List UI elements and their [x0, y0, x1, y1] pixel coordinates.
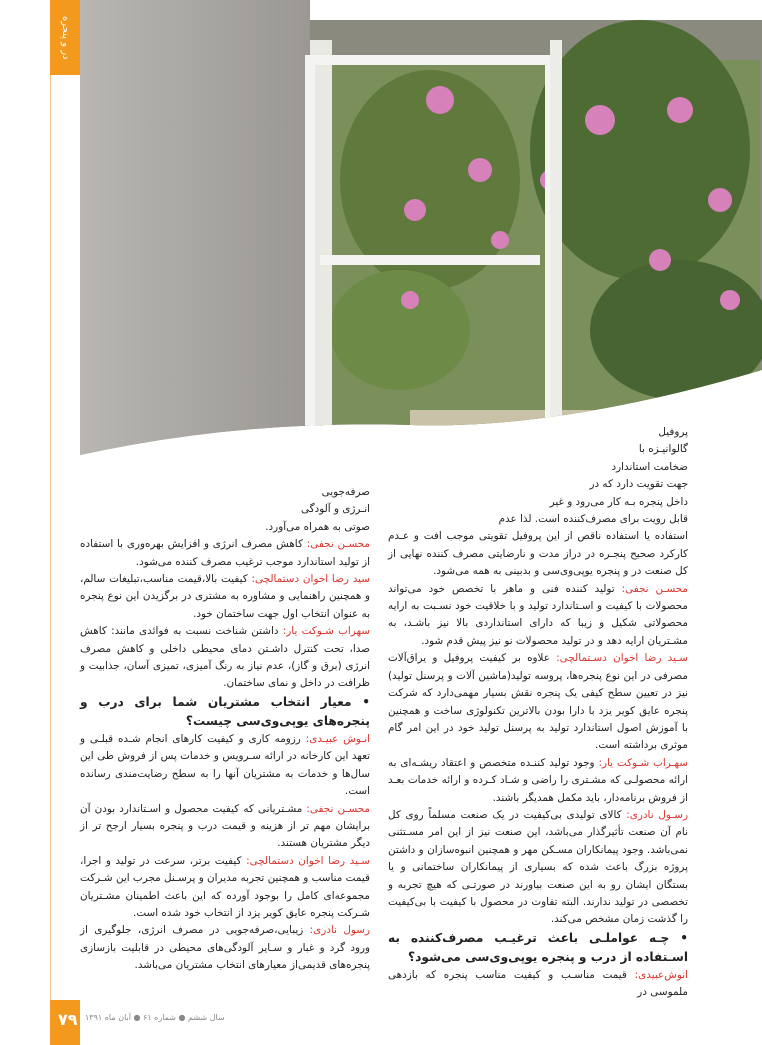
speaker-name: انوش‌عبیدی: — [634, 968, 688, 981]
speaker-name: انـوش عبیـدی: — [305, 732, 371, 745]
paragraph-text: کیفیت بالا،قیمت مناسب،تبلیغات سالم، و همچنین راهنمایی و مشاوره به مشتری در برگزیدن این نوع پنجره به عنوان انتخاب اول جهت ساختمان خود. — [80, 573, 370, 620]
paragraph-text: رزومه کاری و کیفیت کارهای انجام شـده قبلـی و تعهد این کارخانه در ارائه سـرویس و خدمات پس از فروش طی این سال‌ها و خدمات به مشتریان آنها را به سطح رضایت‌مندی رسانده است. — [80, 732, 370, 798]
intro-line: گالوانیـزه با — [638, 443, 688, 456]
speaker-name: سهراب شـوکت یار: — [282, 625, 370, 638]
intro-line: قابل رویت برای مصرف‌کننده است. لذا عدم — [498, 513, 688, 526]
column-left — [80, 484, 370, 975]
intro-line: صرفه‌جویی — [321, 486, 370, 498]
speaker-name: محسـن نجفی: — [306, 538, 370, 551]
speaker-name: رسـول نادری: — [626, 808, 689, 821]
paragraph — [80, 801, 370, 853]
paragraph — [388, 581, 688, 651]
paragraph-text: کالای تولیدی بی‌کیفیت در یک صنعت مسلماً روی کل نام آن صنعت تأثیرگذار می‌باشد، این صنعت نیز از این امر مسـتثنی نمی‌باشد. وجود پیمانکاران مسـکن مهر و همچنین انبوه‌سازان و داشتن پروژه بزرگ باعث شده که بسیاری از پیمانکاران ساختمانی و یا بستگان ایشان رو به این صنعت بیاورند در صورتـی که هیچ تجربه و تخصصی در تولید ندارند. البته تفاوت در محصول با کیفیت با بی‌کیفیت را گذشت زمان مشخص می‌کند. — [388, 808, 688, 926]
paragraph: استفاده یا استفاده ناقص از این پروفیل تقویتی موجب افت و عـدم کارکرد صحیح پنجـره در دراز مدت و نارضایتی مصرف کننده نهایی از کل صنعت در و پنجره یوپی‌وی‌سی و بدبینی به همه می‌شود. — [388, 530, 688, 578]
paragraph — [80, 922, 370, 974]
paragraph — [80, 853, 370, 923]
intro-line: ضخامت استاندارد — [611, 460, 688, 473]
paragraph-text: قیمت مناسـب و کیفیت مناسب پنجره که بازدهی ملموسی در — [388, 968, 688, 999]
speaker-name: سید رضا اخوان دستمالچی: — [251, 573, 370, 586]
paragraph-text: تولید کننده فنی و ماهر با تخصص خود می‌تواند محصولات با کیفیت و اسـتاندارد تولید و با خلاقیت خود نسـبت به ارایه محصولاتی شکیل و زیبا که دارای استانداردی بالا نیز باشـد، به مشـتریان ارایه دهد و در تولید محصولات نو نیز پیش قدم شود. — [388, 582, 688, 647]
paragraph — [80, 536, 370, 571]
speaker-name: سـید رضا اخوان دسـتمالچی: — [556, 652, 689, 665]
footer-issue-info: سال ششم ● شماره ۶۱ ● آبان ماه ۱۳۹۱ — [85, 1013, 225, 1022]
intro-line: داخل پنجره بـه کار می‌رود و غیر — [549, 495, 688, 508]
paragraph — [388, 967, 688, 1002]
window-photo — [80, 0, 762, 495]
intro-line: انـرژی و آلودگی — [301, 503, 370, 516]
page-number: ۷۹ — [58, 1010, 78, 1029]
speaker-name: سـید رضا اخوان دستمالچی: — [246, 854, 370, 867]
speaker-name: محسـن نجفی: — [306, 802, 370, 815]
speaker-name: محسـن نجفی: — [621, 582, 688, 595]
paragraph-text: زیبایی،صرفه‌جویی در مصرف انرژی، جلوگیری از ورود گرد و غبار و سـایر آلودگی‌های محیطی در قابلیت بازسازی پنجره‌های قدیمی‌از معیارهای انتخاب مشتریان می‌باشد. — [80, 924, 370, 972]
paragraph-text: مشـتریانی که کیفیت محصول و اسـتاندارد بودن آن برایشان مهم تر از هزینه و قیمت درب و پنجره بسیار ارجح تر از دیگر مشتریان هستند. — [80, 802, 370, 850]
intro-line: جهت تقویت دارد که در — [589, 478, 688, 491]
paragraph-text: کاهش مصرف انرژی و افزایش بهره‌وری با استفاده از تولید استاندارد موجب ترغیب مصرف کننده می‌شود. — [80, 538, 370, 568]
paragraph — [80, 623, 370, 693]
section-tab — [50, 0, 80, 75]
paragraph — [388, 807, 688, 929]
speaker-name: رسول نادری: — [309, 924, 370, 937]
paragraph-text: علاوه بر کیفیت پروفیل و یراق‌آلات مصرفی در این نوع پنجره‌ها، پروسه تولید(ماشین آلات و پرسنل تولید) نیز در تعیین سطح کیفی یک پنجره نقش بسیار مهمی‌دارد که شرکت پنجره عایق کویر یزد با دارا بودن بالاترین تکنولوژی ساخت و همچنین با آموزش اصول استاندارد تولید به پرسنل تولید خود در این امر گام موثری برداشته است. — [388, 652, 688, 752]
paragraph — [388, 755, 688, 807]
section-tab-label: در و پنجره — [60, 15, 71, 60]
question-heading: • چـه عواملـی باعث ترغیـب مصرف‌کننده به اسـتفاده از درب و پنجره یوپی‌وی‌سی می‌شود؟ — [388, 930, 688, 964]
speaker-name: سهـراب شـوکت یار: — [598, 756, 688, 769]
intro-line: صوتی به همراه می‌آورد. — [265, 520, 370, 533]
paragraph — [388, 650, 688, 754]
paragraph-text: وجود تولید کننـده متخصص و اعتقاد ریشـه‌ای به ارائه محصولـی که مشـتری را راضی و شـاد کـرده و ارائه خدمات بعـد از فروش برنامه‌دار، باید مکمل همدیگر باشند. — [388, 756, 688, 804]
paragraph — [80, 571, 370, 623]
side-rule — [50, 75, 51, 1000]
question-heading: • معیار انتخاب مشتریان شما برای درب و پنجره‌های یوپی‌وی‌سی چیست؟ — [80, 694, 370, 728]
paragraph — [80, 731, 370, 801]
column-right — [388, 424, 688, 1002]
paragraph-text: کیفیت برتر، سرعت در تولید و اجرا، قیمت مناسب و همچنین تجربه مدیران و پرسـنل مجرب این شـرکت مجموعه‌ای کامل را بوجود آورده که این باعث اطمینان مشـتریان شـرکت پنجره عایق کویر یزد از انتخاب خود شده است. — [80, 854, 370, 919]
intro-line: پروفیل — [658, 426, 688, 438]
paragraph-text: داشتن شناخت نسبت به فوائدی مانند: کاهش صدا، تحت کنترل داشـتن دمای محیطی داخلی و کاهش مصرف انرژی (برق و گاز)، عدم نیاز به رنگ آمیزی، تمیزی آسان، جذابیت و ظرافت در داخل و نمای ساختمان. — [80, 625, 370, 690]
